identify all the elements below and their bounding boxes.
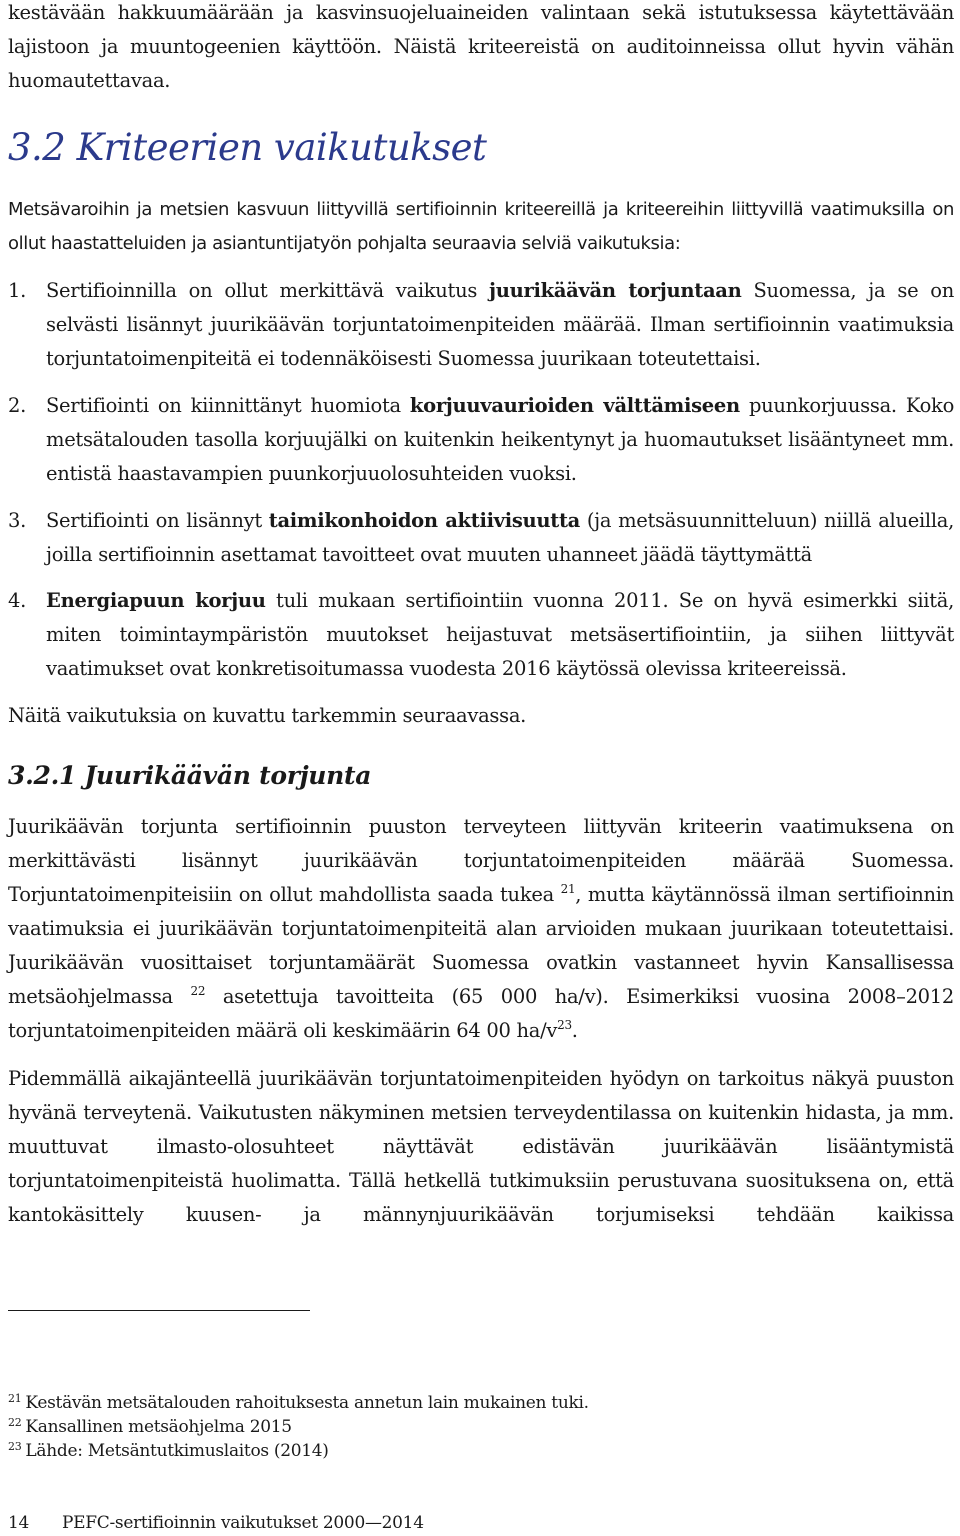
subsection-heading: 3.2.1 Juurikäävän torjunta <box>8 761 372 790</box>
impact-list <box>8 274 954 376</box>
footnote-ref[interactable]: 23 <box>557 1018 572 1032</box>
footer-title: PEFC-sertifioinnin vaikutukset 2000—2014 <box>62 1513 424 1533</box>
list-item-emphasis: taimikonhoidon aktiivisuutta <box>268 509 580 532</box>
list-item-text <box>46 274 954 376</box>
footnote <box>8 1415 908 1439</box>
list-item <box>8 504 954 572</box>
footnote-text: Kestävän metsätalouden rahoituksesta annetun lain mukainen tuki. <box>25 1393 589 1413</box>
list-item-text <box>46 504 954 572</box>
list-item-text <box>46 584 954 686</box>
page-number: 14 <box>8 1513 30 1533</box>
intro-line-2: lajistoon ja muuntogeenien käyttöön. Näistä kriteereistä on auditoinneissa ollut hyvin vähän <box>8 35 954 58</box>
intro-line-1: kestävään hakkuumäärään ja kasvinsuojeluaineiden valintaan sekä istutuksessa käytettävään <box>8 1 954 24</box>
impact-list-2 <box>8 389 954 491</box>
intro-line-3: huomautettavaa. <box>8 69 171 92</box>
list-item-text <box>46 389 954 491</box>
footnote <box>8 1439 908 1463</box>
footnote-mark: 23 <box>8 1440 22 1453</box>
list-item-number: 2. <box>8 394 27 417</box>
list-item-text-before: Sertifioinnilla on ollut merkittävä vaikutus <box>46 279 490 302</box>
paragraph-1 <box>8 810 954 1048</box>
section-heading: 3.2 Kriteerien vaikutukset <box>8 126 487 169</box>
list-item-text-after: Suomessa, ja se on selvästi lisännyt juurikäävän torjuntatoimenpiteiden määrää. Ilman sertifioinnin vaatimuksia torjuntatoimenpiteitä ei todennäköisesti Suomessa juurikaan toteutettaisi. <box>46 279 955 370</box>
list-item-emphasis: Energiapuun korjuu <box>46 589 266 612</box>
footnote-ref[interactable]: 21 <box>560 882 576 896</box>
paragraph-1-text-a: Juurikäävän torjunta sertifioinnin puuston terveyteen liittyvän kriteerin vaatimuksena on merkittävästi lisännyt juurikäävän torjuntatoimenpiteiden määrää Suomessa. Torjuntatoimenpiteisiin on ollut mahdollista saada tukea <box>8 815 954 906</box>
paragraph-1-text-d: . <box>571 1019 578 1042</box>
footnote-separator <box>8 1310 310 1311</box>
impact-list-3 <box>8 504 954 572</box>
list-outro: Näitä vaikutuksia on kuvattu tarkemmin seuraavassa. <box>8 704 527 727</box>
footnote-text: Lähde: Metsäntutkimuslaitos (2014) <box>25 1441 329 1461</box>
list-item-number: 1. <box>8 279 27 302</box>
list-item-emphasis: juurikäävän torjuntaan <box>489 279 742 302</box>
footnote-mark: 21 <box>8 1392 22 1405</box>
list-item <box>8 584 954 686</box>
page-footer <box>8 1511 424 1535</box>
list-item-text-before: Sertifiointi on lisännyt <box>46 509 269 532</box>
list-item <box>8 274 954 376</box>
impact-list-4 <box>8 584 954 686</box>
list-item-number: 3. <box>8 509 27 532</box>
footnotes <box>8 1391 908 1463</box>
list-item-emphasis: korjuuvaurioiden välttämiseen <box>409 394 740 417</box>
list-item-text-after: (ja metsäsuunnitteluun) niillä alueilla, joilla sertifioinnin asettamat tavoitteet ovat muuten uhanneet jäädä täyttymättä <box>46 509 954 566</box>
footnote-mark: 22 <box>8 1416 22 1429</box>
paragraph-2: Pidemmällä aikajänteellä juurikäävän torjuntatoimenpiteiden hyödyn on tarkoitus näkyä puuston hyvänä terveytenä. Vaikutusten näkyminen metsien terveydentilassa on kuitenkin hidasta, ja mm. muuttuvat ilmasto-olosuhteet näyttävät edistävän juurikäävän lisääntymistä torjuntatoimenpiteistä huolimatta. Tällä hetkellä tutkimuksiin perustuvana suosituksena on, että kantokäsittely kuusen- ja männynjuurikäävän torjumiseksi tehdään kaikissa <box>8 1067 954 1226</box>
paragraph-1-text-c: asetettuja tavoitteita (65 000 ha/v). Esimerkiksi vuosina 2008–2012 torjuntatoimenpiteiden määrä oli keskimäärin 64 00 ha/v <box>8 985 954 1042</box>
paragraph-1-text-b: , mutta käytännössä ilman sertifioinnin vaatimuksia ei juurikäävän torjuntatoimenpiteitä alan arvioiden mukaan juurikaan toteutettaisi. Juurikäävän vuosittaiset torjuntamäärät Suomessa ovatkin vastanneet hyvin Kansallisessa metsäohjelmassa <box>8 883 954 1008</box>
footnote-text: Kansallinen metsäohjelma 2015 <box>25 1417 292 1437</box>
footnote <box>8 1391 908 1415</box>
list-item-text-before: Sertifiointi on kiinnittänyt huomiota <box>46 394 410 417</box>
footnote-ref[interactable]: 22 <box>190 984 206 998</box>
list-item-number: 4. <box>8 589 27 612</box>
section-intro: Metsävaroihin ja metsien kasvuun liittyvillä sertifioinnin kriteereillä ja kriteereihin liittyvillä vaatimuksilla on ollut haastatteluiden ja asiantuntijatyön pohjalta seuraavia selviä vaikutuksia: <box>8 199 954 254</box>
list-item-text-after: puunkorjuussa. Koko metsätalouden tasolla korjuujälki on kuitenkin heikentynyt ja huomautukset lisääntyneet mm. entistä haastavampien puunkorjuuolosuhteiden vuoksi. <box>46 394 955 485</box>
list-item-text-after: tuli mukaan sertifiointiin vuonna 2011. Se on hyvä esimerkki siitä, miten toimintaympäristön muutokset heijastuvat metsäsertifiointiin, ja siihen liittyvät vaatimukset ovat konkretisoitumassa vuodesta 2016 käytössä olevissa kriteereissä. <box>46 589 954 680</box>
list-item <box>8 389 954 491</box>
intro-continuation <box>8 0 954 98</box>
